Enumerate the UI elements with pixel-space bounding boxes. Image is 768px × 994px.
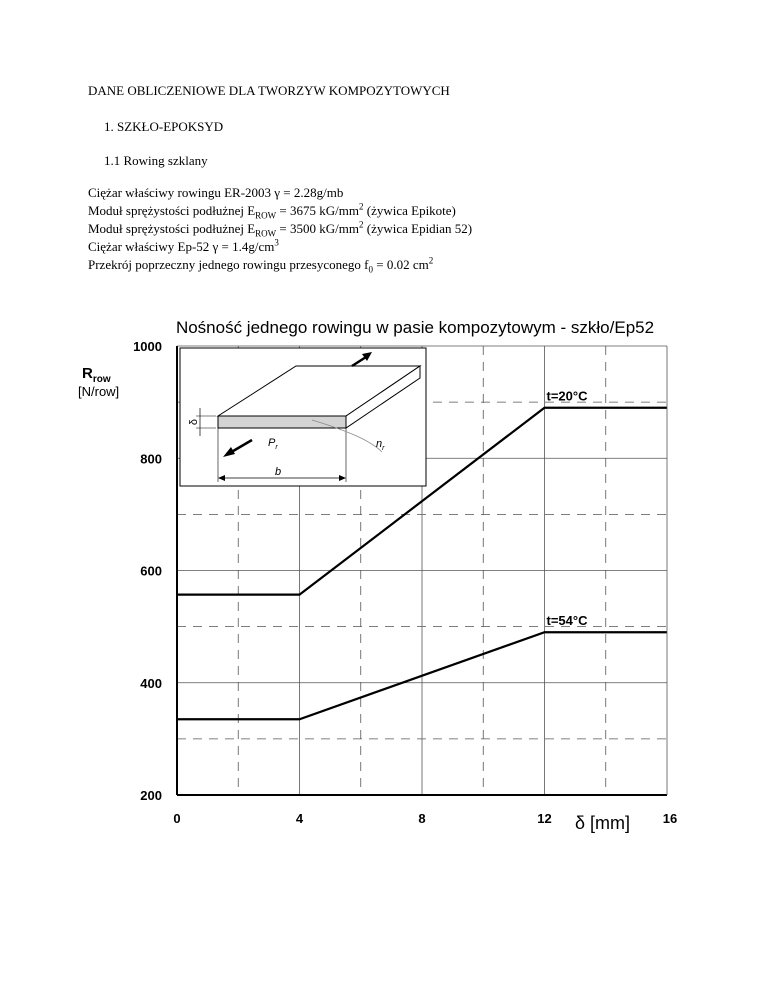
- rovings-label: $n_r$: [376, 438, 385, 452]
- plate-section: [218, 416, 346, 428]
- y-tick-label: 400: [140, 675, 162, 691]
- thickness-label: δ: [188, 418, 200, 426]
- series-label-2: t=54°C: [546, 613, 588, 629]
- y-axis-label: $R_{row}$: [82, 365, 111, 385]
- x-tick-label: 16: [662, 811, 678, 826]
- section-heading: 1. SZKŁO-EPOKSYD: [104, 119, 224, 134]
- x-axis-label: δ [mm]: [575, 813, 631, 833]
- y-tick-label: 600: [140, 563, 162, 579]
- property-line: Ciężar właściwy rowingu ER-2003 γ = 2.28g/mb: [88, 185, 344, 200]
- y-tick-label: 1000: [133, 339, 162, 354]
- x-tick-label: 12: [537, 811, 552, 826]
- property-line: Ciężar właściwy Ep-52 $\gamma = 1.4g/cm^3$: [88, 237, 279, 254]
- y-tick-label: 200: [140, 788, 162, 803]
- inset-diagram: [180, 348, 426, 486]
- chart-title: Nośność jednego rowingu w pasie kompozytowym - szkło/Ep52: [175, 318, 655, 337]
- force-label: $P_r$: [268, 437, 278, 451]
- width-label: b: [274, 466, 282, 478]
- property-line: Przekrój poprzeczny jednego rowingu przesyconego $f_0 = 0.02$ $cm^2$: [88, 255, 434, 275]
- document-heading: DANE OBLICZENIOWE DLA TWORZYW KOMPOZYTOWYCH: [88, 83, 450, 98]
- x-tick-label: 4: [295, 811, 304, 826]
- property-line: Moduł sprężystości podłużnej $E_{ROW} = 3500$ $kG/mm^2$ (żywica Epidian 52): [88, 219, 473, 239]
- x-tick-label: 0: [173, 811, 181, 826]
- x-tick-label: 8: [418, 811, 426, 826]
- series-labels: [547, 389, 589, 629]
- y-axis-unit: [N/row]: [78, 384, 120, 399]
- series-label-1: t=20°C: [546, 388, 588, 404]
- property-line: Moduł sprężystości podłużnej $E_{ROW} = 3675$ $kG/mm^2$ (żywica Epikote): [88, 201, 456, 221]
- y-tick-label: 800: [140, 451, 162, 467]
- subsection-heading: 1.1 Rowing szklany: [104, 153, 208, 168]
